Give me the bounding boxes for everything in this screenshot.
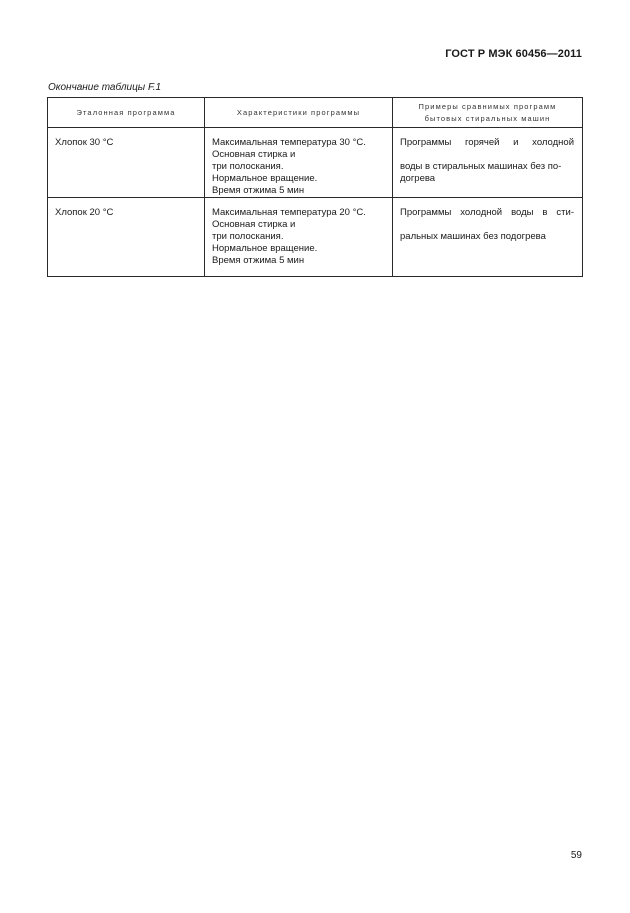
characteristic-line: Основная стирка и bbox=[212, 219, 296, 230]
example-line: догрева bbox=[400, 173, 436, 184]
page-number: 59 bbox=[570, 850, 582, 861]
example-line: Программы холодной воды в сти- bbox=[400, 207, 574, 218]
characteristic-line: Время отжима 5 мин bbox=[212, 185, 305, 196]
program-name: Хлопок 20 °С bbox=[55, 207, 114, 218]
cell-program bbox=[48, 128, 205, 198]
column-header-reference-program: Эталонная программа bbox=[48, 98, 205, 128]
characteristic-line: Максимальная температура 20 °С. bbox=[212, 207, 366, 218]
example-line: Программы горячей и холодной bbox=[400, 137, 574, 148]
cell-examples bbox=[393, 128, 583, 198]
column-header-program-characteristics: Характеристики программы bbox=[205, 98, 393, 128]
characteristic-line: три полоскания. bbox=[212, 231, 284, 242]
programs-table bbox=[47, 97, 583, 277]
document-code: ГОСТ Р МЭК 60456—2011 bbox=[445, 48, 582, 60]
column-header-comparable-programs: Примеры сравнимых программ бытовых стиральных машин bbox=[393, 98, 583, 128]
table-caption: Окончание таблицы F.1 bbox=[48, 82, 162, 93]
table-header-row bbox=[48, 98, 583, 128]
characteristic-line: Максимальная температура 30 °С. bbox=[212, 137, 366, 148]
cell-characteristics bbox=[205, 128, 393, 198]
characteristic-line: три полоскания. bbox=[212, 161, 284, 172]
characteristic-line: Основная стирка и bbox=[212, 149, 296, 160]
characteristic-line: Нормальное вращение. bbox=[212, 243, 318, 254]
characteristic-line: Нормальное вращение. bbox=[212, 173, 318, 184]
characteristic-line: Время отжима 5 мин bbox=[212, 255, 305, 266]
cell-characteristics bbox=[205, 198, 393, 277]
cell-program bbox=[48, 198, 205, 277]
example-line: воды в стиральных машинах без по- bbox=[400, 161, 562, 172]
table-row bbox=[48, 128, 583, 198]
program-name: Хлопок 30 °С bbox=[55, 137, 114, 148]
cell-examples bbox=[393, 198, 583, 277]
example-line: ральных машинах без подогрева bbox=[400, 231, 546, 242]
table-row bbox=[48, 198, 583, 277]
